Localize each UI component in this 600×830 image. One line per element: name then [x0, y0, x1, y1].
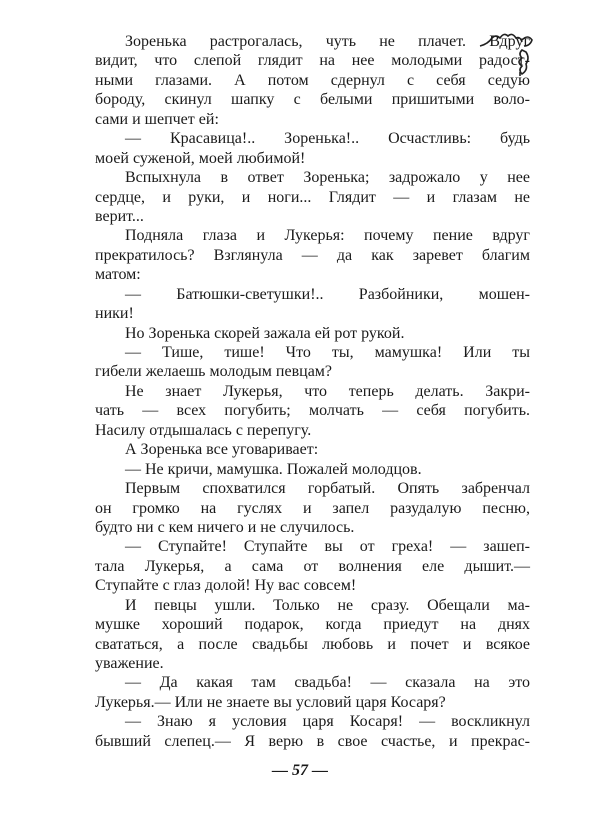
- text-line: Насилу отдышалась с перепугу.: [95, 421, 312, 439]
- text-line: — Ступайте! Ступайте вы от греха! — зашеп-: [125, 538, 530, 556]
- text-line: Но Зоренька скорей зажала ей рот рукой.: [125, 324, 405, 342]
- paragraph: [95, 479, 530, 537]
- text-line: — Красавица!.. Зоренька!.. Осчастливь: будь: [125, 130, 530, 148]
- text-line: гибели желаешь молодым певцам?: [95, 363, 333, 381]
- text-line: матом:: [95, 266, 141, 284]
- paragraph: [95, 537, 530, 595]
- paragraph: [95, 440, 530, 459]
- paragraph: [95, 129, 530, 168]
- text-line: И певцы ушли. Только не сразу. Обещали ма-: [125, 596, 530, 614]
- page-number: — 57 —: [272, 762, 328, 779]
- text-line: он громко на гуслях и запел разудалую песню,: [95, 499, 530, 517]
- paragraph: [95, 285, 530, 324]
- paragraph: [95, 673, 530, 712]
- page-body-text: [95, 32, 530, 751]
- paragraph: [95, 32, 530, 129]
- text-line: бороду, скинул шапку с белыми пришитыми воло-: [95, 91, 530, 109]
- paragraph: [95, 460, 530, 479]
- text-line: будто ни с кем ничего и не случилось.: [95, 518, 355, 536]
- text-line: А Зоренька все уговаривает:: [125, 441, 319, 459]
- paragraph: [95, 226, 530, 284]
- text-line: ными глазами. А потом сдернул с себя седую: [95, 71, 530, 89]
- text-line: Не знает Лукерья, что теперь делать. Закри-: [125, 382, 530, 400]
- text-line: бывший слепец.— Я верю в свое счастье, и прекрас-: [95, 732, 530, 750]
- text-line: чать — всех погубить; молчать — себя погубить.: [95, 402, 530, 420]
- text-line: сердце, и руки, и ноги... Глядит — и глазам не: [95, 188, 530, 206]
- text-line: верит...: [95, 207, 144, 225]
- text-line: свататься, а после свадьбы любовь и почет и всякое: [95, 635, 530, 653]
- text-line: — Знаю я условия царя Косаря! — воскликнул: [125, 713, 530, 731]
- text-line: — Батюшки-светушки!.. Разбойники, мошен-: [125, 285, 530, 303]
- paragraph: [95, 168, 530, 226]
- text-line: сами и шепчет ей:: [95, 110, 219, 128]
- text-line: уважение.: [95, 655, 164, 672]
- paragraph: [95, 712, 530, 751]
- text-line: тала Лукерья, а сама от волнения еле дышит.—: [95, 557, 530, 575]
- text-line: — Не кричи, мамушка. Пожалей молодцов.: [125, 460, 422, 478]
- text-line: — Да какая там свадьба! — сказала на это: [125, 674, 530, 692]
- text-line: Подняла глаза и Лукерья: почему пение вдруг: [125, 227, 530, 245]
- text-line: Лукерья.— Или не знаете вы условий царя Косаря?: [95, 693, 446, 711]
- paragraph: [95, 596, 530, 674]
- text-line: моей суженой, моей любимой!: [95, 149, 306, 167]
- text-line: видит, что слепой глядит на нее молодыми радост-: [95, 52, 530, 70]
- paragraph: [95, 343, 530, 382]
- text-line: — Тише, тише! Что ты, мамушка! Или ты: [125, 344, 530, 361]
- text-line: Первым спохватился горбатый. Опять забренчал: [125, 480, 530, 498]
- paragraph: [95, 324, 530, 343]
- text-line: Вспыхнула в ответ Зоренька; задрожало у нее: [125, 169, 530, 187]
- paragraph: [95, 382, 530, 440]
- text-line: Зоренька растрогалась, чуть не плачет. Вдруг: [125, 33, 530, 50]
- text-line: мушке хороший подарок, когда приедут на днях: [95, 616, 530, 634]
- text-line: ники!: [95, 305, 134, 323]
- text-line: прекратилось? Взглянула — да как заревет благим: [95, 246, 530, 264]
- text-line: Ступайте с глаз долой! Ну вас совсем!: [95, 577, 357, 595]
